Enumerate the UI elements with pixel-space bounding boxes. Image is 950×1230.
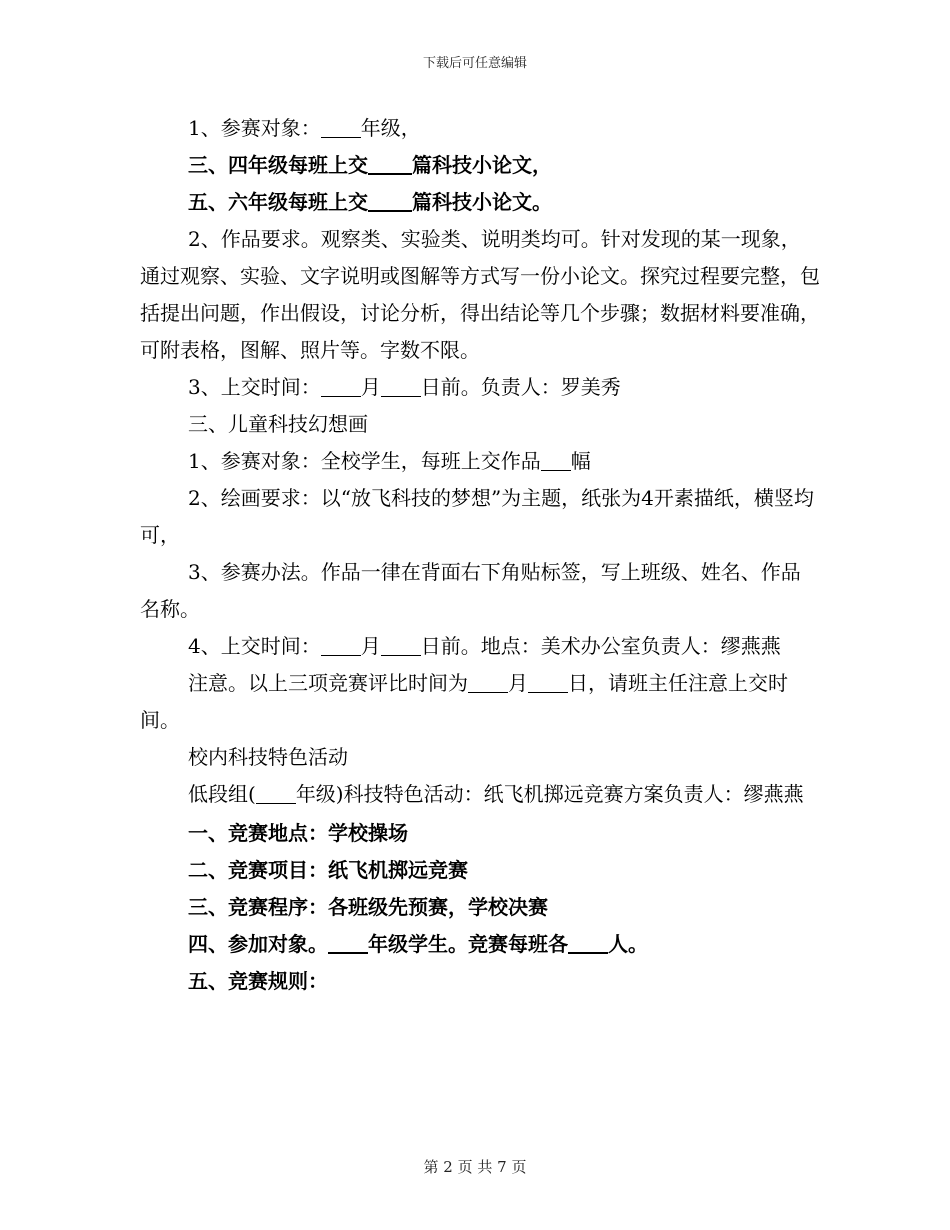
text-segment: 3、上交时间：: [188, 375, 321, 399]
fill-blank[interactable]: [381, 376, 421, 397]
fill-blank[interactable]: [321, 117, 361, 138]
text-segment: 1、参赛对象：全校学生，每班上交作品: [188, 449, 541, 473]
fill-blank[interactable]: [368, 153, 412, 175]
text-segment: 幅: [570, 449, 591, 473]
paragraph-grade-5-6-essay: [140, 184, 820, 221]
text-segment: 五、六年级每班上交: [188, 190, 368, 214]
text-segment: 日前。负责人：罗美秀: [420, 375, 621, 399]
text-segment: 注意。以上三项竞赛评比时间为: [188, 671, 468, 695]
paragraph-competition-procedure: 三、竞赛程序：各班级先预赛，学校决赛: [188, 895, 548, 919]
paragraph-competition-venue: 一、竞赛地点：学校操场: [188, 821, 408, 845]
paragraph-participants: [140, 926, 820, 963]
fill-blank[interactable]: [328, 932, 368, 954]
text-segment: 年级，: [360, 116, 421, 140]
paragraph-notice: [140, 665, 820, 739]
text-segment: 1、参赛对象：: [188, 116, 321, 140]
fill-blank[interactable]: [468, 672, 508, 693]
text-segment: 4、上交时间：: [188, 634, 321, 658]
text-segment: 三、四年级每班上交: [188, 153, 368, 177]
page-header: 下载后可任意编辑: [422, 56, 527, 71]
paragraph-painting-requirements: 2、绘画要求：以“放飞科技的梦想”为主题，纸张为4开素描纸，横竖均可，: [140, 486, 814, 547]
fill-blank[interactable]: [381, 635, 421, 656]
fill-blank[interactable]: [321, 376, 361, 397]
fill-blank[interactable]: [368, 190, 412, 212]
section-heading-school-activities: 校内科技特色活动: [188, 745, 348, 769]
text-segment: 四、参加对象。: [188, 932, 328, 956]
text-segment: 月: [508, 671, 528, 695]
text-segment: 日，请班主任注意上交时间。: [140, 671, 788, 732]
text-segment: 日前。地点：美术办公室负责人：缪燕燕: [420, 634, 781, 658]
text-segment: 年级学生。竞赛每班各: [368, 932, 568, 956]
fill-blank[interactable]: [528, 672, 568, 693]
fill-blank[interactable]: [321, 635, 361, 656]
paragraph-competition-event: 二、竞赛项目：纸飞机掷远竞赛: [188, 858, 468, 882]
page-footer: 第 2 页 共 7 页: [423, 1158, 527, 1176]
paragraph-painting-submission: [140, 628, 820, 665]
text-segment: 月: [360, 375, 381, 399]
fill-blank[interactable]: [256, 783, 296, 804]
text-segment: 人。: [608, 932, 648, 956]
paragraph-painting-participants: [140, 443, 820, 480]
document-body: [140, 110, 820, 1000]
paragraph-entry-method: 3、参赛办法。作品一律在背面右下角贴标签，写上班级、姓名、作品名称。: [140, 560, 801, 621]
text-segment: 年级)科技特色活动：纸飞机掷远竞赛方案负责人：缪燕燕: [295, 782, 804, 806]
fill-blank[interactable]: [568, 932, 608, 954]
paragraph-participants-grade: [140, 110, 820, 147]
paragraph-lower-grade-activity: [140, 776, 820, 813]
fill-blank[interactable]: [541, 450, 571, 471]
paragraph-grade-3-4-essay: [140, 147, 820, 184]
text-segment: 篇科技小论文，: [412, 153, 552, 177]
paragraph-work-requirements: 2、作品要求。观察类、实验类、说明类均可。针对发现的某一现象，通过观察、实验、文字说明或图解等方式写一份小论文。探究过程要完整，包括提出问题，作出假设，讨论分析，得出结论等几个步骤；数据材料要准确，可附表格，图解、照片等。字数不限。: [140, 227, 820, 362]
text-segment: 月: [360, 634, 381, 658]
text-segment: 低段组(: [188, 782, 256, 806]
paragraph-competition-rules: 五、竞赛规则：: [188, 969, 328, 993]
paragraph-submission-time: [140, 369, 820, 406]
text-segment: 篇科技小论文。: [412, 190, 552, 214]
section-heading-fantasy-painting: 三、儿童科技幻想画: [188, 412, 368, 436]
